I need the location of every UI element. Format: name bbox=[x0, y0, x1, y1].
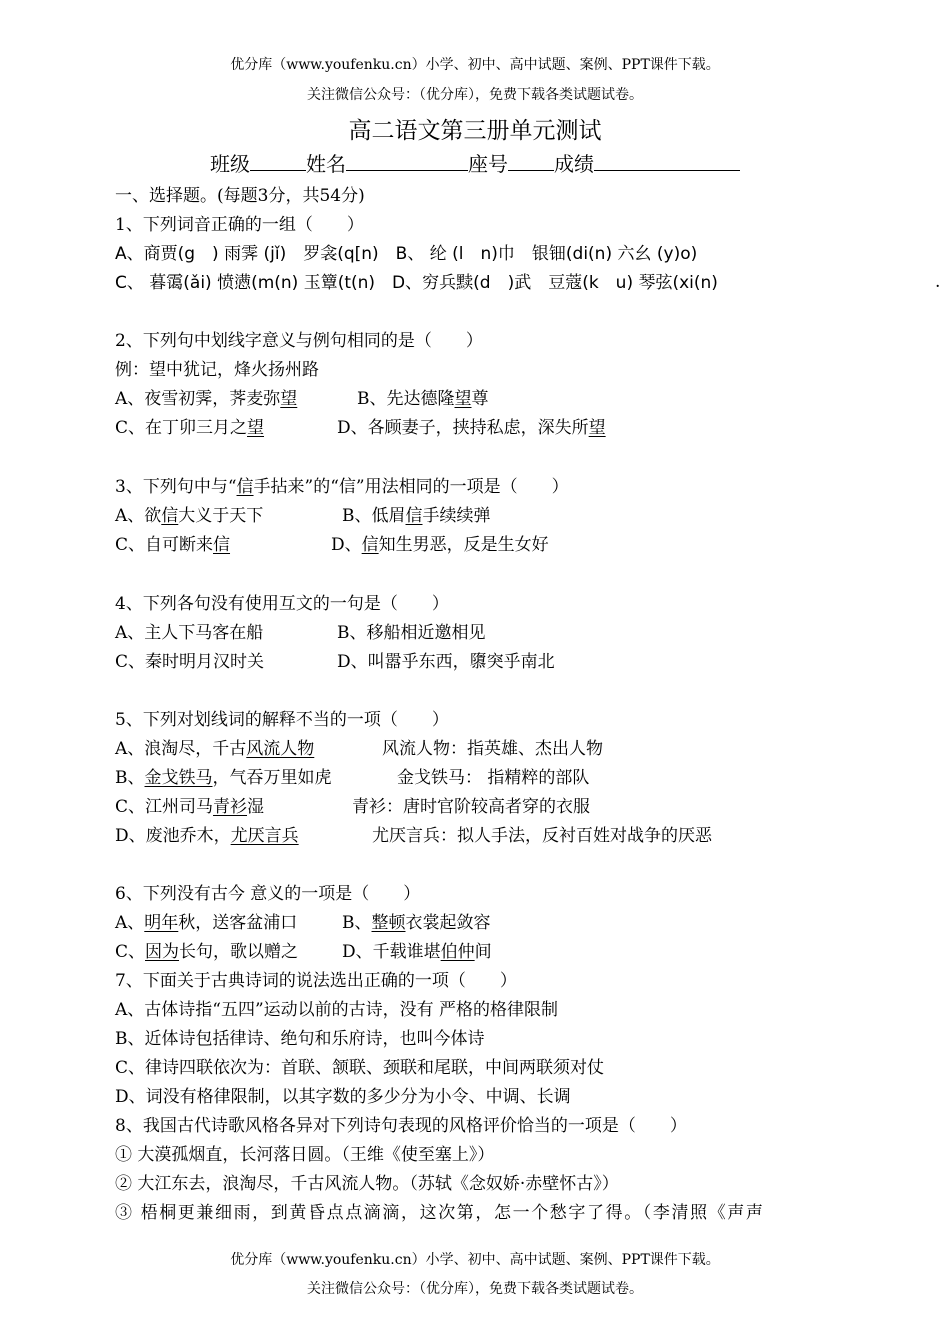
page-title: 高二语文第三册单元测试 bbox=[348, 118, 602, 144]
q7-option-b: B、近体诗包括律诗、绝句和乐府诗，也叫今体诗 bbox=[115, 1029, 485, 1049]
q6-c-pre: C、 bbox=[115, 942, 146, 962]
q5-a-pre: A、浪淘尽，千古 bbox=[115, 739, 247, 759]
q6-c-post: 长句，歌以赠之 bbox=[179, 942, 299, 962]
q8-sentence-1: ① 大漠孤烟直，长河落日圆。（王维《使至塞上》） bbox=[115, 1145, 495, 1165]
q7-option-c: C、律诗四联依次为：首联、颔联、颈联和尾联，中间两联须对仗 bbox=[115, 1058, 605, 1078]
q5-b-underlined: 金戈铁马 bbox=[144, 768, 213, 788]
q3-option-b bbox=[342, 503, 491, 529]
q2-a-underlined: 望 bbox=[280, 389, 298, 409]
q5-c-post: 湿 bbox=[247, 797, 265, 817]
q5-stem: 5、下列对划线词的解释不当的一项（ ） bbox=[115, 710, 449, 730]
q2-b-text: B、先达德隆 bbox=[357, 389, 455, 409]
name-blank bbox=[346, 150, 468, 171]
seat-blank bbox=[508, 150, 554, 171]
q2-d-text: D、各顾妻子，挟持私虑，深失所 bbox=[337, 418, 589, 438]
q3-stem-underlined: 信 bbox=[236, 477, 254, 497]
q6-c-underlined: 因为 bbox=[145, 942, 180, 962]
q2-option-c bbox=[115, 415, 264, 441]
q8-stem: 8、我国古代诗歌风格各异对下列诗句表现的风格评价恰当的一项是（ ） bbox=[115, 1116, 687, 1136]
score-label: 成绩 bbox=[554, 152, 594, 176]
q6-option-c bbox=[115, 939, 298, 965]
class-label: 班级 bbox=[210, 152, 250, 176]
q6-b-pre: B、 bbox=[342, 913, 372, 933]
q2-b-underlined: 望 bbox=[454, 389, 472, 409]
footer-line-2: 关注微信公众号：（优分库），免费下载各类试题试卷。 bbox=[307, 1281, 643, 1297]
q6-a-underlined: 明年 bbox=[144, 913, 179, 933]
q5-b-pre: B、 bbox=[115, 768, 145, 788]
q3-b-pre: B、低眉 bbox=[342, 506, 406, 526]
q3-option-a bbox=[115, 503, 263, 529]
q6-a-post: 秋，送客盆浦口 bbox=[178, 913, 298, 933]
section-heading: 一、选择题。(每题3分，共54分) bbox=[115, 186, 365, 206]
q2-c-text: C、在丁卯三月之 bbox=[115, 418, 248, 438]
q2-c-underlined: 望 bbox=[247, 418, 265, 438]
q6-d-underlined: 伯仲 bbox=[440, 942, 475, 962]
q2-a-text: A、夜雪初霁，荠麦弥 bbox=[115, 389, 281, 409]
q2-example: 例：望中犹记，烽火扬州路 bbox=[115, 360, 319, 380]
score-blank bbox=[594, 150, 740, 171]
q3-d-pre: D、 bbox=[331, 535, 362, 555]
q5-option-a bbox=[115, 736, 314, 762]
q3-b-post: 手续续弹 bbox=[422, 506, 491, 526]
q6-d-post: 间 bbox=[474, 942, 492, 962]
footer-line-1: 优分库（www.youfenku.cn）小学、初中、高中试题、案例、PPT课件下载。 bbox=[230, 1252, 720, 1268]
q5-option-c bbox=[115, 794, 264, 820]
q4-option-d: D、叫嚣乎东西，隳突乎南北 bbox=[337, 652, 555, 672]
q4-option-b: B、移船相近邀相见 bbox=[337, 623, 486, 643]
q2-d-underlined: 望 bbox=[588, 418, 606, 438]
q4-option-a: A、主人下马客在船 bbox=[115, 623, 264, 643]
header-line-2: 关注微信公众号：（优分库），免费下载各类试题试卷。 bbox=[307, 87, 643, 103]
q2-stem: 2、下列句中划线字意义与例句相同的是（ ） bbox=[115, 331, 483, 351]
student-info-line bbox=[0, 150, 950, 178]
q2-option-a bbox=[115, 386, 297, 412]
q7-stem: 7、下面关于古典诗词的说法选出正确的一项（ ） bbox=[115, 971, 517, 991]
q6-a-pre: A、 bbox=[115, 913, 145, 933]
q3-a-underlined: 信 bbox=[161, 506, 179, 526]
q5-a-underlined: 风流人物 bbox=[246, 739, 315, 759]
q3-stem-post: 手拈来”的“信”用法相同的一项是（ ） bbox=[253, 477, 569, 497]
q5-option-b-explanation: 金戈铁马： 指精粹的部队 bbox=[397, 768, 590, 788]
q3-a-pre: A、欲 bbox=[115, 506, 162, 526]
q2-option-d bbox=[337, 415, 606, 441]
q6-b-post: 衣裳起敛容 bbox=[405, 913, 491, 933]
q3-stem bbox=[115, 474, 569, 500]
q3-d-underlined: 信 bbox=[361, 535, 379, 555]
q3-stem-pre: 3、下列句中与“ bbox=[115, 477, 237, 497]
header-line-1: 优分库（www.youfenku.cn）小学、初中、高中试题、案例、PPT课件下载。 bbox=[230, 57, 720, 73]
q6-d-pre: D、千载谁堪 bbox=[342, 942, 441, 962]
q5-d-underlined: 尤厌言兵 bbox=[230, 826, 299, 846]
q1-option-c-d: C、 暮霭(ǎi) 愤懑(m(n) 玉簟(t(n) D、穷兵黩(d )武 豆蔻(k u) 琴弦(xi(n) bbox=[115, 273, 718, 293]
q6-b-underlined: 整顿 bbox=[371, 913, 406, 933]
q1-option-a-b: A、商贾(g ) 雨霁 (jǐ) 罗衾(q[n) B、 纶 (l n)巾 银钿(di(n) 六幺 (y)o) bbox=[115, 244, 698, 264]
q3-d-post: 知生男恶，反是生女好 bbox=[378, 535, 549, 555]
q5-c-underlined: 青衫 bbox=[213, 797, 248, 817]
q5-option-d bbox=[115, 823, 299, 849]
q5-option-d-explanation: 尤厌言兵：拟人手法，反衬百姓对战争的厌恶 bbox=[372, 826, 712, 846]
q8-sentence-3: ③ 梧桐更兼细雨，到黄昏点点滴滴，这次第，怎一个愁字了得。（李清照《声声 bbox=[115, 1203, 765, 1223]
q5-option-c-explanation: 青衫：唐时官阶较高者穿的衣服 bbox=[352, 797, 590, 817]
q5-b-post: ，气吞万里如虎 bbox=[212, 768, 332, 788]
class-blank bbox=[250, 150, 306, 171]
q3-c-underlined: 信 bbox=[213, 535, 231, 555]
q6-stem: 6、下列没有古今 意义的一项是（ ） bbox=[115, 884, 421, 904]
q5-option-b bbox=[115, 765, 332, 791]
q7-option-a: A、古体诗指“五四”运动以前的古诗，没有 严格的格律限制 bbox=[115, 1000, 559, 1020]
q3-c-pre: C、自可断来 bbox=[115, 535, 214, 555]
seat-label: 座号 bbox=[468, 152, 508, 176]
q6-option-a bbox=[115, 910, 297, 936]
q4-stem: 4、下列各句没有使用互文的一句是（ ） bbox=[115, 594, 449, 614]
q2-b-text-post: 尊 bbox=[471, 389, 489, 409]
q8-sentence-2: ② 大江东去，浪淘尽，千古风流人物。（苏轼《念奴娇·赤壁怀古》） bbox=[115, 1174, 619, 1194]
q7-option-d: D、词没有格律限制，以其字数的多少分为小令、中调、长调 bbox=[115, 1087, 571, 1107]
name-label: 姓名 bbox=[306, 152, 346, 176]
q2-option-b bbox=[357, 386, 489, 412]
q6-option-d bbox=[342, 939, 492, 965]
q3-option-d bbox=[331, 532, 549, 558]
q3-a-post: 大义于天下 bbox=[178, 506, 264, 526]
q6-option-b bbox=[342, 910, 491, 936]
q1-stem: 1、下列词音正确的一组（ ） bbox=[115, 215, 364, 235]
q3-b-underlined: 信 bbox=[405, 506, 423, 526]
q5-d-pre: D、废池乔木， bbox=[115, 826, 231, 846]
stray-dot: . bbox=[935, 272, 941, 292]
q3-option-c bbox=[115, 532, 230, 558]
q5-c-pre: C、江州司马 bbox=[115, 797, 214, 817]
q5-option-a-explanation: 风流人物：指英雄、杰出人物 bbox=[382, 739, 603, 759]
q4-option-c: C、秦时明月汉时关 bbox=[115, 652, 265, 672]
